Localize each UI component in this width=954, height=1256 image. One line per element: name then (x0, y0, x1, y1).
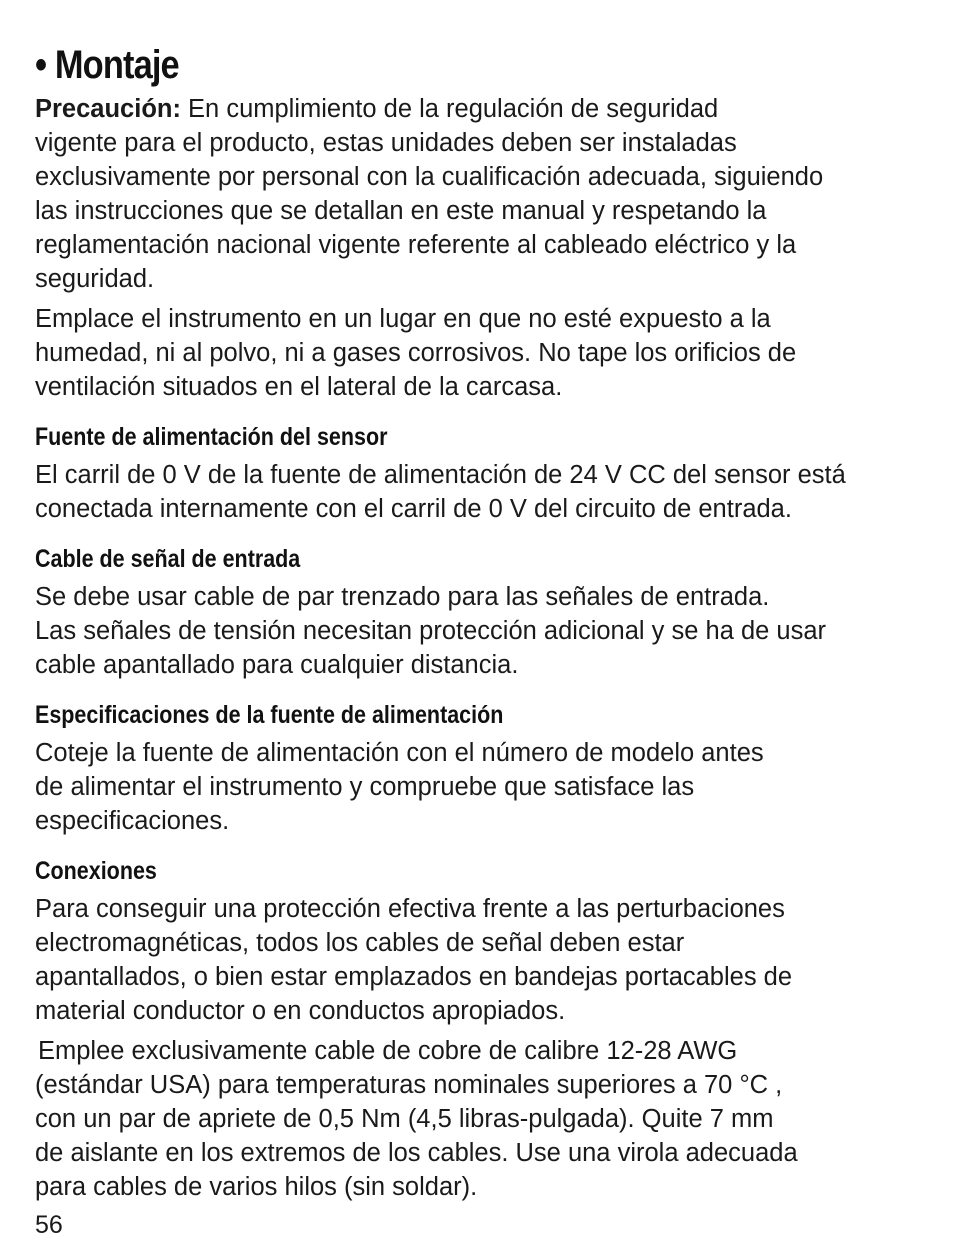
section-sensor-power (35, 420, 935, 526)
section-paragraph: Se debe usar cable de par trenzado para las señales de entrada. Las señales de tensión necesitan protección adicional y se ha de usar cable apantallado para cualquier distancia. (35, 583, 827, 679)
section-paragraph: Emplee exclusivamente cable de cobre de calibre 12-28 AWG (estándar USA) para temperaturas nominales superiores a 70 °C , con un par de apriete de 0,5 Nm (4,5 libras-pulgada). Quite 7 mm de aislante en los extremos de los cables. Use una virola adecuada para cables de varios hilos (sin soldar). (35, 1037, 798, 1201)
section-heading: Fuente de alimentación del sensor (35, 423, 388, 451)
caution-text: En cumplimiento de la regulación de seguridad vigente para el producto, estas unidades deben ser instaladas exclusivamente por personal con la cualificación adecuada, siguiendo las instrucciones que se detallan en este manual y respetando la reglamentación nacional vigente referente al cableado eléctrico y la seguridad. (35, 95, 824, 293)
section-heading: Conexiones (35, 857, 157, 885)
section-heading: Especificaciones de la fuente de alimentación (35, 701, 504, 729)
document-page (35, 40, 935, 1204)
placement-paragraph: Emplace el instrumento en un lugar en que no esté expuesto a la humedad, ni al polvo, ni a gases corrosivos. No tape los orificios de ventilación situados en el lateral de la carcasa. (35, 305, 797, 401)
section-heading: Cable de señal de entrada (35, 545, 301, 573)
caution-paragraph (35, 92, 935, 296)
section-power-specs (35, 698, 935, 838)
section-paragraph: Coteje la fuente de alimentación con el número de modelo antes de alimentar el instrumento y compruebe que satisface las especificaciones. (35, 739, 764, 835)
page-title: • Montaje (35, 43, 179, 87)
section-paragraph: Para conseguir una protección efectiva frente a las perturbaciones electromagnéticas, todos los cables de señal deben estar apantallados, o bien estar emplazados en bandejas portacables de material conductor o en conductos apropiados. (35, 895, 793, 1025)
section-input-cable (35, 542, 935, 682)
page-number: 56 (35, 1211, 63, 1239)
section-connections (35, 854, 935, 1204)
caution-label: Precaución: (35, 95, 181, 123)
section-paragraph: El carril de 0 V de la fuente de alimentación de 24 V CC del sensor está conectada internamente con el carril de 0 V del circuito de entrada. (35, 461, 846, 523)
